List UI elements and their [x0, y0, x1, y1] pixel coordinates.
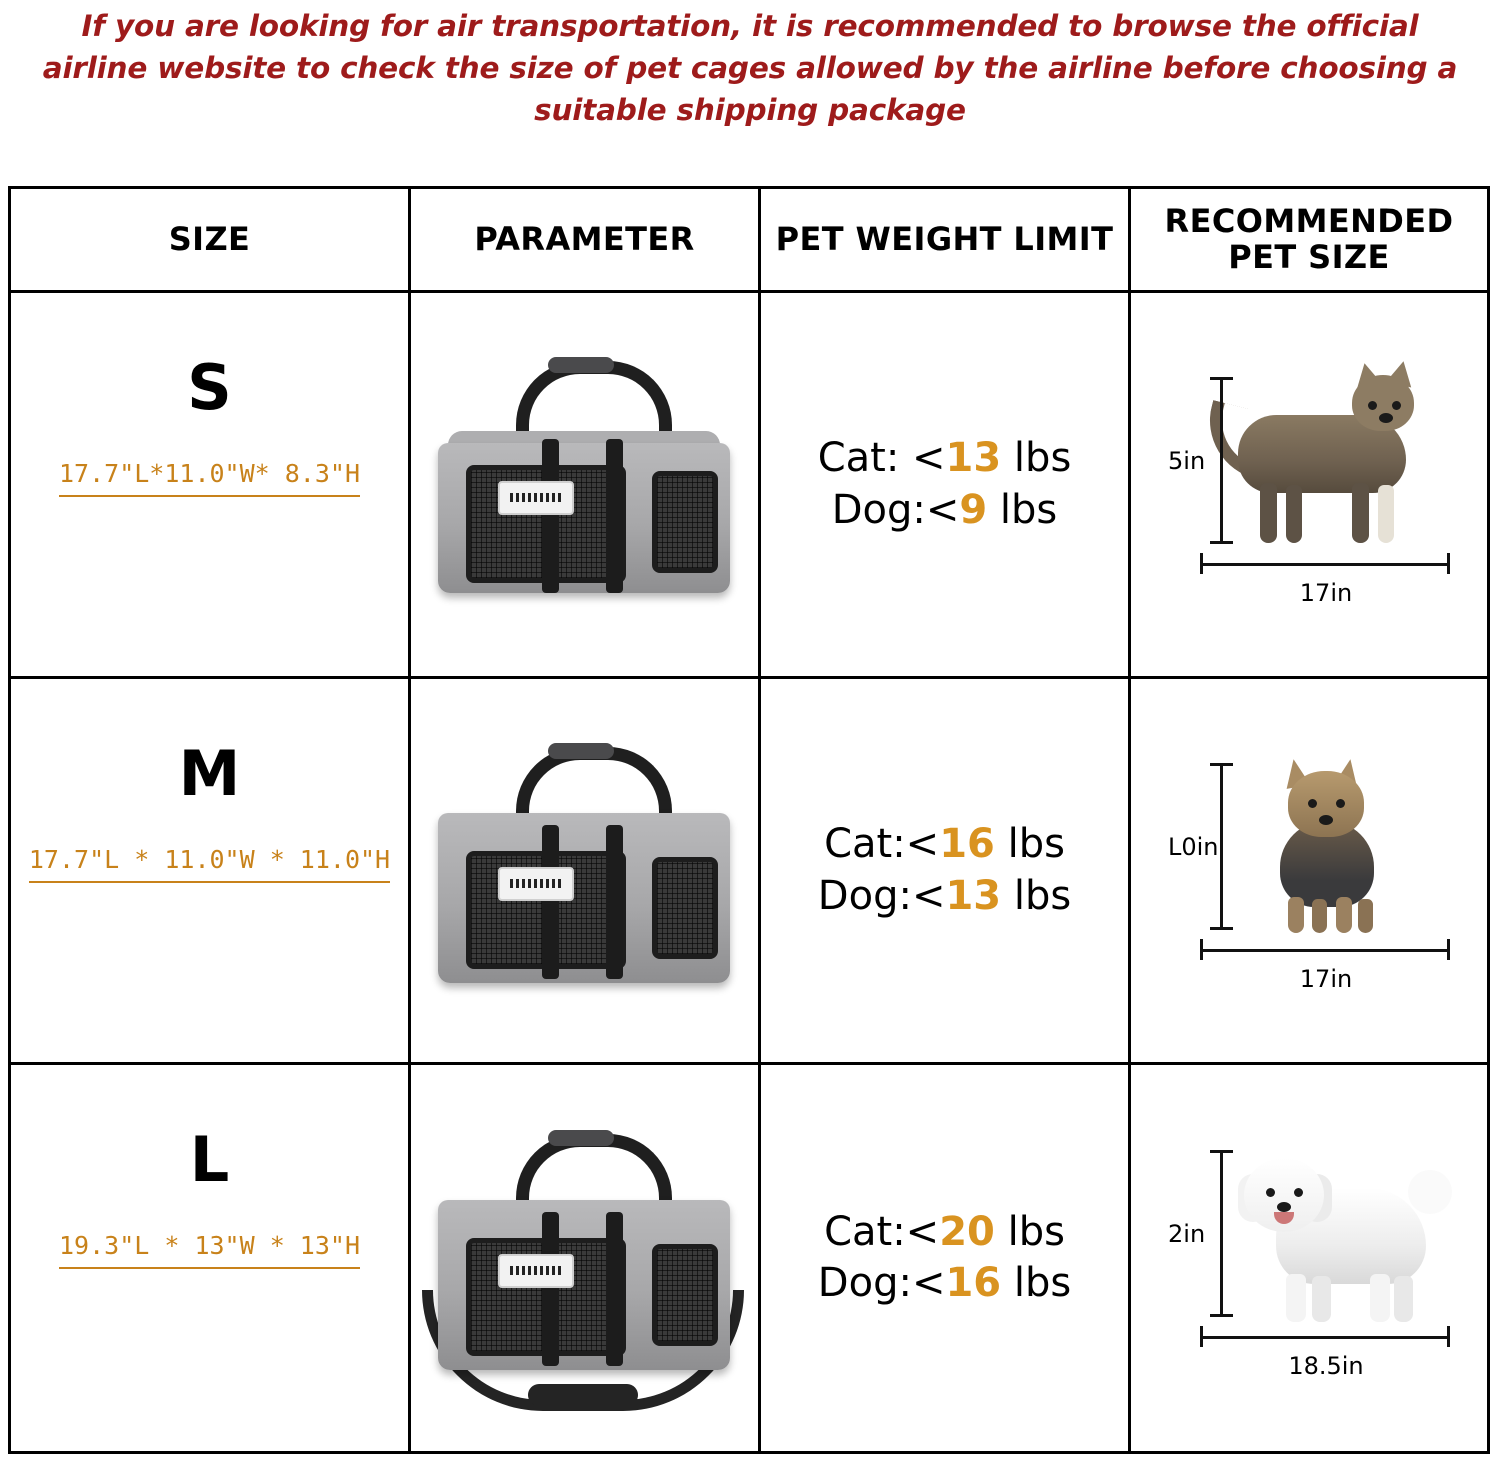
weight-limit-text [818, 1207, 1071, 1309]
pet-length-dimension [1196, 557, 1456, 617]
height-line [1220, 379, 1223, 543]
carrier-handle-grip [548, 743, 614, 759]
dog-leg-1 [1286, 1274, 1306, 1322]
pet-length-dimension [1196, 1330, 1456, 1390]
length-line [1200, 949, 1450, 952]
carrier-strap-left [542, 825, 559, 979]
pet-height-label: L0in [1168, 832, 1219, 861]
carrier-strap-right [606, 439, 623, 593]
cat-weight-value: 20 [939, 1208, 995, 1255]
cat-weight-suffix: lbs [1001, 435, 1072, 482]
carrier-brand-label [498, 867, 574, 901]
dog-mouth [1274, 1212, 1294, 1224]
pet-carrier-image [420, 335, 750, 635]
length-cap-right [1447, 1326, 1450, 1347]
size-letter: M [178, 737, 241, 810]
cat-weight-value: 16 [939, 821, 995, 868]
length-cap-right [1447, 553, 1450, 574]
carrier-mesh-side [652, 857, 718, 959]
cell-parameter-l [411, 1065, 761, 1451]
weight-limit-text [818, 819, 1071, 921]
header-label-pet-size: RECOMMENDED PET SIZE [1164, 201, 1454, 276]
cell-weight-s [761, 293, 1131, 676]
dog-weight-suffix: lbs [1001, 1260, 1072, 1306]
dog-leg-1 [1288, 897, 1304, 933]
cat-weight-suffix: lbs [994, 1208, 1065, 1255]
dog-weight-prefix: Dog:< [817, 1260, 946, 1306]
header-label-weight: PET WEIGHT LIMIT [775, 219, 1114, 258]
page-headline: If you are looking for air transportation, it is recommended to browse the official airline website to check the size of pet cages allowed by the airline before choosing a suitable shipping package [42, 9, 1458, 127]
cell-pet-size-s [1131, 293, 1487, 676]
cat-weight-prefix: Cat:< [824, 1208, 940, 1255]
carrier-brand-label [498, 481, 574, 515]
length-line [1200, 563, 1450, 566]
cell-parameter-s [411, 293, 761, 676]
pet-length-dimension [1196, 943, 1456, 1003]
dog-weight-suffix: lbs [987, 486, 1058, 533]
size-chart-page [0, 6, 1500, 1464]
cat-weight-prefix: Cat:< [824, 821, 940, 868]
dog-weight-value: 9 [959, 486, 988, 533]
carrier-strap-left [542, 1212, 559, 1366]
dog-eye-right [1336, 799, 1345, 808]
pet-carrier-image [420, 1108, 750, 1408]
dog-nose [1277, 1202, 1291, 1212]
cat-leg-2 [1286, 485, 1302, 543]
cat-leg-4 [1378, 485, 1394, 543]
pet-height-dimension [1168, 761, 1236, 933]
carrier-strap-right [606, 825, 623, 979]
pet-height-dimension [1168, 375, 1236, 547]
dog-weight-line [818, 1258, 1071, 1309]
cat-nose [1379, 413, 1393, 423]
pet-length-label: 17in [1299, 578, 1353, 607]
cell-weight-l [761, 1065, 1131, 1451]
pet-size-diagram [1144, 721, 1474, 1021]
header-cell-parameter [411, 189, 761, 290]
weight-limit-text [818, 433, 1072, 535]
size-dimensions: 19.3"L * 13"W * 13"H [59, 1231, 360, 1269]
table-row [11, 679, 1487, 1065]
dog-eye-left [1308, 799, 1317, 808]
dog-weight-prefix: Dog:< [817, 872, 946, 919]
pet-height-label: 2in [1168, 1220, 1206, 1248]
header-label-size: SIZE [168, 219, 251, 258]
height-line [1220, 765, 1223, 929]
dog-weight-line [818, 485, 1072, 536]
cell-pet-size-l [1131, 1065, 1487, 1451]
height-line [1220, 1152, 1223, 1316]
carrier-handle-grip [548, 357, 614, 373]
dog-nose [1319, 815, 1333, 825]
header-cell-size [11, 189, 411, 290]
dog-tail [1408, 1170, 1452, 1214]
cell-size-l [11, 1065, 411, 1451]
cell-parameter-m [411, 679, 761, 1062]
dog-head [1244, 1158, 1324, 1232]
cat-weight-line [818, 1207, 1071, 1258]
carrier-mesh-side [652, 1244, 718, 1346]
carrier-brand-label [498, 1254, 574, 1288]
dog-eye-right [1294, 1188, 1303, 1197]
cat-head [1352, 375, 1414, 431]
dog-eye-left [1266, 1188, 1275, 1197]
cat-weight-suffix: lbs [994, 821, 1065, 868]
carrier-mesh-side [652, 471, 718, 573]
cell-size-s [11, 293, 411, 676]
size-dimensions: 17.7"L*11.0"W* 8.3"H [59, 459, 360, 497]
cell-weight-m [761, 679, 1131, 1062]
white-dog-image [1202, 1134, 1452, 1322]
carrier-handle-grip [548, 1130, 614, 1146]
cat-image [1202, 361, 1452, 549]
height-cap-bottom [1210, 927, 1233, 930]
dog-leg-4 [1394, 1276, 1413, 1322]
length-cap-right [1447, 939, 1450, 960]
dog-weight-suffix: lbs [1001, 872, 1072, 919]
dog-weight-line [818, 871, 1071, 922]
dog-weight-value: 16 [945, 1260, 1002, 1306]
size-dimensions: 17.7"L * 11.0"W * 11.0"H [29, 845, 390, 883]
pet-size-diagram [1144, 335, 1474, 635]
height-cap-bottom [1210, 541, 1233, 544]
cat-weight-prefix: Cat: < [817, 435, 946, 482]
cat-weight-value: 13 [945, 435, 1002, 482]
pet-size-diagram [1144, 1108, 1474, 1408]
pet-height-label: 5in [1168, 446, 1206, 475]
table-row [11, 1065, 1487, 1451]
dog-leg-3 [1336, 897, 1352, 933]
dog-leg-3 [1370, 1274, 1390, 1322]
dog-leg-2 [1312, 1276, 1331, 1322]
cat-leg-1 [1260, 483, 1277, 543]
dog-head [1288, 771, 1364, 837]
header-cell-pet-size [1131, 189, 1487, 290]
cat-eye-left [1368, 401, 1377, 410]
pet-carrier-image [420, 721, 750, 1021]
length-line [1200, 1336, 1450, 1339]
pet-height-dimension [1168, 1148, 1236, 1320]
height-cap-bottom [1210, 1314, 1233, 1317]
carrier-strap-right [606, 1212, 623, 1366]
size-letter: S [187, 351, 232, 424]
cat-weight-line [818, 433, 1072, 484]
cell-size-m [11, 679, 411, 1062]
pet-length-label: 18.5in [1288, 1352, 1364, 1380]
pet-length-label: 17in [1299, 964, 1353, 993]
header-cell-weight [761, 189, 1131, 290]
yorkshire-terrier-image [1202, 747, 1452, 935]
carrier-shoulder-pad [528, 1384, 638, 1406]
header-label-parameter: PARAMETER [474, 219, 695, 258]
size-chart-table [8, 186, 1490, 1454]
carrier-strap-left [542, 439, 559, 593]
dog-leg-2 [1312, 899, 1327, 933]
cat-leg-3 [1352, 483, 1369, 543]
cell-pet-size-m [1131, 679, 1487, 1062]
dog-weight-value: 13 [945, 872, 1002, 919]
cat-weight-line [818, 819, 1071, 870]
dog-weight-prefix: Dog:< [831, 486, 960, 533]
table-row [11, 293, 1487, 679]
table-header-row [11, 189, 1487, 293]
cat-eye-right [1392, 401, 1401, 410]
dog-leg-4 [1358, 899, 1373, 933]
size-letter: L [189, 1123, 230, 1196]
